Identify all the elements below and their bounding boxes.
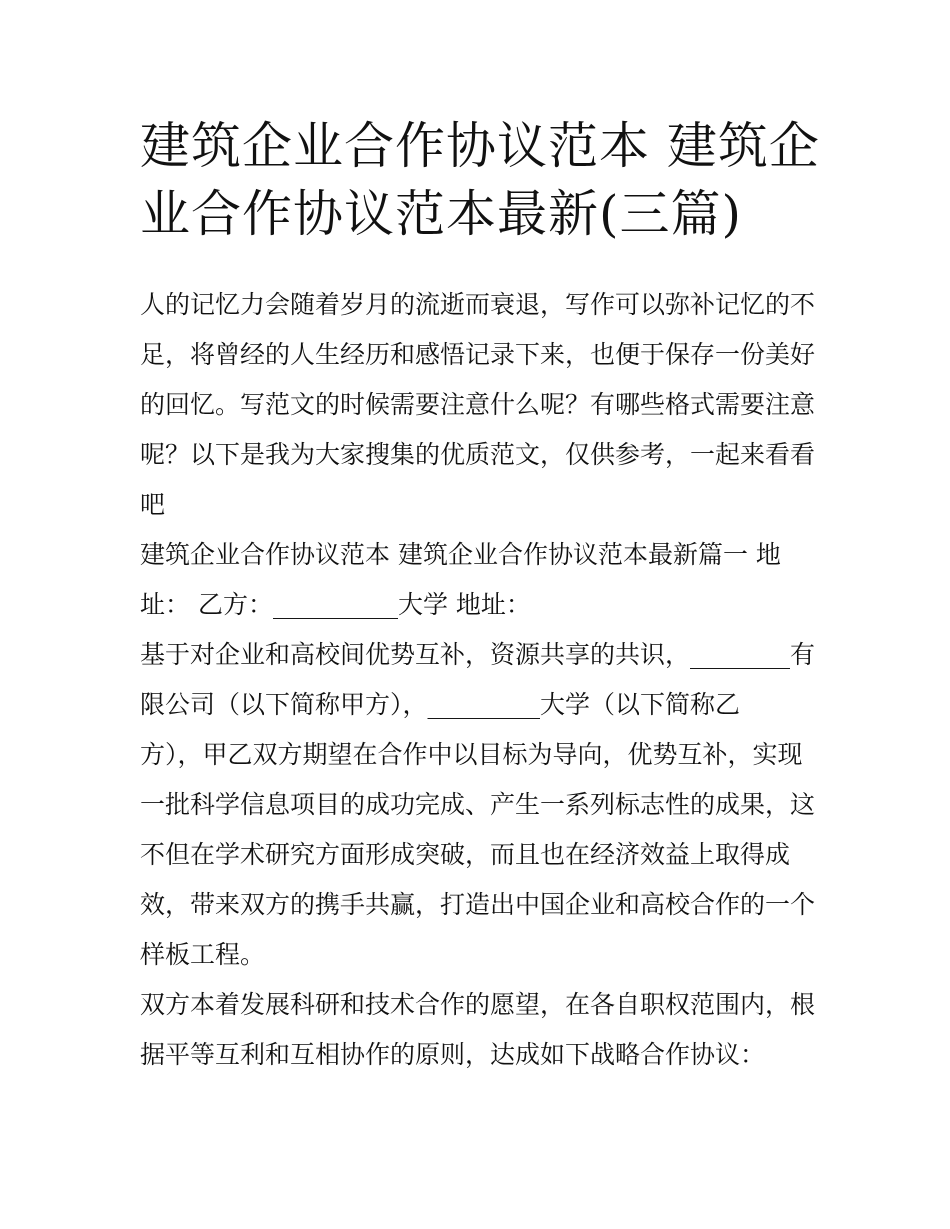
intro-paragraph xyxy=(140,280,820,530)
text-line: 建筑企业合作协议范本 建筑企业合作协议范本最新篇一 地 xyxy=(140,540,781,569)
text-line: 不但在学术研究方面形成突破，而且也在经济效益上取得成 xyxy=(140,840,791,869)
text-line: 样板工程。 xyxy=(140,940,266,969)
text-line: 限公司（以下简称甲方），_________大学（以下简称乙 xyxy=(140,690,741,719)
text-line: 效，带来双方的携手共赢，打造出中国企业和高校合作的一个 xyxy=(140,890,816,919)
text-line: 据平等互利和互相协作的原则，达成如下战略合作协议： xyxy=(140,1040,766,1069)
agreement-paragraph-1 xyxy=(140,630,820,980)
document-title xyxy=(140,112,820,248)
document-body xyxy=(140,280,820,1080)
text-line: 足，将曾经的人生经历和感悟记录下来，也便于保存一份美好 xyxy=(140,340,816,369)
title-line: 建筑企业合作协议范本 建筑企 xyxy=(140,117,820,175)
section-heading xyxy=(140,530,820,630)
text-line: 呢？以下是我为大家搜集的优质范文，仅供参考，一起来看看 xyxy=(140,440,816,469)
text-line: 吧 xyxy=(140,490,166,519)
text-line: 址： 乙方：__________大学 地址： xyxy=(140,590,531,619)
text-line: 方），甲乙双方期望在合作中以目标为导向，优势互补，实现 xyxy=(140,740,803,769)
text-line: 人的记忆力会随着岁月的流逝而衰退，写作可以弥补记忆的不 xyxy=(140,290,816,319)
agreement-paragraph-2 xyxy=(140,980,820,1080)
text-line: 一批科学信息项目的成功完成、产生一系列标志性的成果，这 xyxy=(140,790,816,819)
text-line: 基于对企业和高校间优势互补，资源共享的共识，________有 xyxy=(140,640,816,669)
text-line: 双方本着发展科研和技术合作的愿望，在各自职权范围内，根 xyxy=(140,990,816,1019)
text-line: 的回忆。写范文的时候需要注意什么呢？有哪些格式需要注意 xyxy=(140,390,816,419)
title-line: 业合作协议范本最新(三篇) xyxy=(140,185,743,243)
